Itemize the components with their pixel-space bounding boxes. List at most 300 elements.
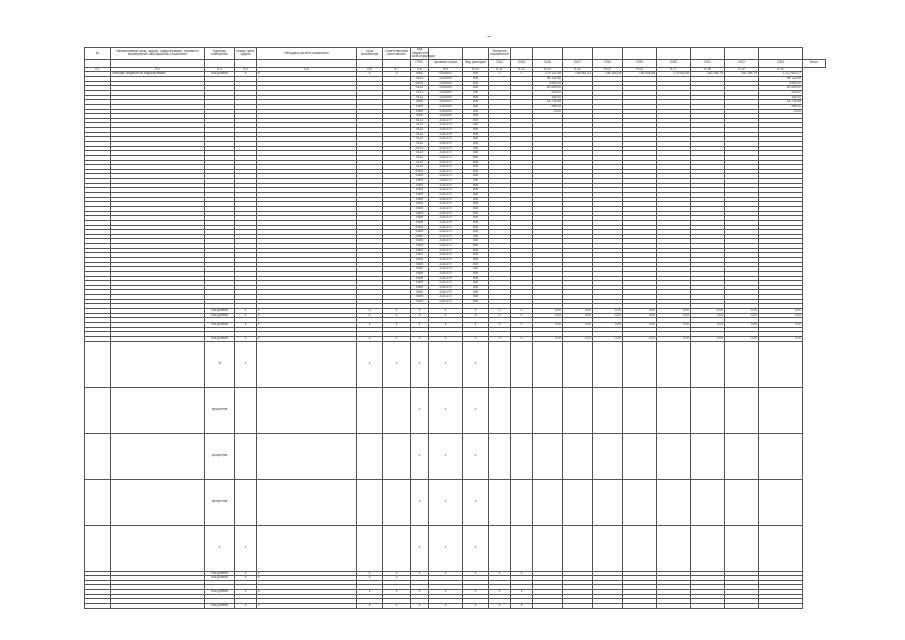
table-cell xyxy=(235,387,257,433)
table-cell: 2110170 xyxy=(429,174,463,179)
header-subcell: 2022 xyxy=(725,59,759,67)
table-cell xyxy=(511,387,533,433)
table-cell: х xyxy=(357,72,383,77)
table-cell: 2110170 xyxy=(429,155,463,160)
table-cell: 55 124,96 xyxy=(759,77,803,82)
table-cell: 000 xyxy=(463,244,489,249)
table-cell: 0309 xyxy=(411,267,429,272)
table-cell xyxy=(593,604,623,609)
table-cell: 2 800,00 xyxy=(533,81,563,86)
table-cell: 000 xyxy=(463,123,489,128)
table-row xyxy=(85,604,826,609)
table-cell: х xyxy=(383,341,411,387)
header-cell xyxy=(657,48,691,60)
table-cell: 0309 xyxy=(411,109,429,114)
table-cell: 0309 xyxy=(411,299,429,304)
table-cell xyxy=(691,604,725,609)
table-cell xyxy=(725,525,759,571)
table-cell: 0113 xyxy=(411,118,429,123)
table-cell: 2110170 xyxy=(429,239,463,244)
table-cell: 0,00 xyxy=(593,322,623,327)
table-cell: х xyxy=(411,479,429,525)
table-row xyxy=(85,433,826,479)
table-row xyxy=(85,387,826,433)
table-cell xyxy=(725,604,759,609)
table-cell: 2110170 xyxy=(429,132,463,137)
header-subcell: Вид расходов xyxy=(463,59,489,67)
table-cell xyxy=(357,479,383,525)
table-cell xyxy=(357,387,383,433)
table-cell xyxy=(657,433,691,479)
header-subcell: Итого xyxy=(803,59,826,67)
table-cell xyxy=(593,479,623,525)
table-cell xyxy=(691,525,725,571)
table-cell: 2110170 xyxy=(429,165,463,170)
table-cell: 000 xyxy=(463,234,489,239)
table-cell: 0113 xyxy=(411,160,429,165)
table-cell xyxy=(759,479,803,525)
table-cell: х xyxy=(463,525,489,571)
table-cell: 0,00 xyxy=(657,336,691,341)
table-cell: х xyxy=(463,479,489,525)
table-cell: х xyxy=(463,604,489,609)
table-cell: 2110170 xyxy=(429,258,463,263)
table-cell: 0309 xyxy=(411,271,429,276)
table-cell: 455,00 xyxy=(533,104,563,109)
table-cell: 000 xyxy=(463,100,489,105)
table-cell xyxy=(657,387,691,433)
table-cell xyxy=(85,604,111,609)
table-cell: х xyxy=(383,309,411,314)
table-cell: 000 xyxy=(463,128,489,133)
table-cell: 2110170 xyxy=(429,285,463,290)
table-cell xyxy=(235,479,257,525)
table-cell xyxy=(257,525,357,571)
table-cell: 15 730,56 xyxy=(759,100,803,105)
table-cell: х xyxy=(463,387,489,433)
table-cell xyxy=(533,341,563,387)
table-cell xyxy=(489,433,511,479)
table-cell: 000 xyxy=(463,104,489,109)
table-cell: 69 545,00 xyxy=(759,86,803,91)
table-cell: 0309 xyxy=(411,202,429,207)
table-cell xyxy=(593,433,623,479)
table-cell: 2110000 xyxy=(429,114,463,119)
table-cell: х xyxy=(429,309,463,314)
table-cell xyxy=(657,525,691,571)
table-cell: 000 xyxy=(463,248,489,253)
table-cell: 000 xyxy=(463,183,489,188)
header-cell: Срок исполнения xyxy=(357,48,383,60)
table-cell xyxy=(383,387,411,433)
table-cell: 0,00 xyxy=(593,336,623,341)
table-cell: тыс.рублей xyxy=(205,336,235,341)
table-cell: 000 xyxy=(463,72,489,77)
table-cell: 175 131,56 xyxy=(533,72,563,77)
table-row xyxy=(85,341,826,387)
table-cell: 0,00 xyxy=(759,322,803,327)
numbering-cell: п.3 xyxy=(205,67,235,72)
table-cell: 000 xyxy=(463,220,489,225)
table-cell: х xyxy=(235,309,257,314)
table-cell: 2110000 xyxy=(429,81,463,86)
table-cell: 0,00 xyxy=(691,322,725,327)
table-cell xyxy=(511,433,533,479)
table-cell: 000 xyxy=(463,174,489,179)
table-cell: 0309 xyxy=(411,290,429,295)
table-cell: х xyxy=(411,309,429,314)
table-cell: 0113 xyxy=(411,132,429,137)
table-cell: тыс.рублей xyxy=(205,309,235,314)
table-cell: х xyxy=(235,313,257,318)
table-cell: х xyxy=(257,309,357,314)
table-cell: 0103 xyxy=(411,77,429,82)
table-cell xyxy=(85,525,111,571)
numbering-cell: п.16 xyxy=(623,67,657,72)
header-subcell: ГРБС xyxy=(411,59,429,67)
table-cell xyxy=(759,604,803,609)
header-cell xyxy=(511,48,533,60)
table-cell: 2110170 xyxy=(429,123,463,128)
table-cell: х xyxy=(429,433,463,479)
table-cell: 000 xyxy=(463,81,489,86)
table-cell: 0 xyxy=(489,309,511,314)
table-cell: 000 xyxy=(463,165,489,170)
table-cell: х xyxy=(357,322,383,327)
table-cell: 175 906,58 xyxy=(657,72,691,77)
table-cell: 55 124,96 xyxy=(533,77,563,82)
table-row xyxy=(85,525,826,571)
table-cell: 0104 xyxy=(411,81,429,86)
table-cell: х xyxy=(411,341,429,387)
numbering-cell: п.13 xyxy=(533,67,563,72)
table-cell: 0309 xyxy=(411,179,429,184)
table-cell: 0,00 xyxy=(563,322,593,327)
table-cell: х xyxy=(357,341,383,387)
table-cell: х xyxy=(235,341,257,387)
table-cell: х xyxy=(511,590,533,595)
table-cell: 0,00 xyxy=(593,313,623,318)
table-cell: 000 xyxy=(463,202,489,207)
table-body xyxy=(85,72,826,608)
table-cell xyxy=(511,341,533,387)
numbering-cell: п.7 xyxy=(383,67,411,72)
table-cell: х xyxy=(383,604,411,609)
table-cell: 0000000 xyxy=(429,72,463,77)
table-cell xyxy=(593,525,623,571)
table-cell: х xyxy=(411,525,429,571)
table-cell: 000 xyxy=(463,276,489,281)
table-cell: 2110170 xyxy=(429,262,463,267)
table-cell: х xyxy=(463,313,489,318)
table-cell: х xyxy=(257,322,357,327)
table-cell xyxy=(691,479,725,525)
table-cell: х xyxy=(489,571,511,576)
table-cell: х xyxy=(235,322,257,327)
numbering-cell: п.12 xyxy=(511,67,533,72)
header-cell: Наименование цели, задачи, подпрограммы, основного мероприятия, мероприятия, показателя xyxy=(111,48,205,60)
table-cell xyxy=(85,433,111,479)
header-subcell: 2019 xyxy=(623,59,657,67)
table-cell: 0309 xyxy=(411,114,429,119)
table-cell xyxy=(533,525,563,571)
table-cell: 0,00 xyxy=(533,336,563,341)
table-cell xyxy=(111,604,205,609)
page-number: ~ xyxy=(487,34,492,41)
table-cell: 0309 xyxy=(411,276,429,281)
table-cell: 000 xyxy=(463,206,489,211)
table-cell: 0,00 xyxy=(533,313,563,318)
table-cell: 000 xyxy=(463,77,489,82)
table-cell xyxy=(623,341,657,387)
table-cell xyxy=(691,387,725,433)
header-subcell: 2023 xyxy=(759,59,803,67)
table-cell xyxy=(759,525,803,571)
table-cell: х xyxy=(429,590,463,595)
table-cell: 0113 xyxy=(411,123,429,128)
table-cell: 0309 xyxy=(411,169,429,174)
table-cell xyxy=(111,341,205,387)
table-cell: Расходы бюджета по подпрограмме xyxy=(111,72,205,77)
header-cell: Номер цели, задачи xyxy=(235,48,257,60)
table-cell: 2110170 xyxy=(429,271,463,276)
table-cell: 0309 xyxy=(411,253,429,258)
table-cell xyxy=(111,433,205,479)
table-cell: х xyxy=(411,604,429,609)
table-cell: 0309 xyxy=(411,230,429,235)
table-cell xyxy=(257,433,357,479)
table-cell: 0,00 xyxy=(533,309,563,314)
numbering-cell: п.18 xyxy=(691,67,725,72)
table-cell: 0,00 xyxy=(725,322,759,327)
table-cell: 0113 xyxy=(411,141,429,146)
header-subcell: 2018 xyxy=(593,59,623,67)
table-cell xyxy=(533,604,563,609)
table-cell: 2110170 xyxy=(429,216,463,221)
table-cell: 0309 xyxy=(411,197,429,202)
table-cell: 0,00 xyxy=(759,309,803,314)
table-cell: х xyxy=(235,571,257,576)
header-cell: № xyxy=(85,48,111,60)
table-cell: 146 354,06 xyxy=(593,72,623,77)
table-cell xyxy=(563,341,593,387)
table-cell: 0 xyxy=(489,72,511,77)
table-cell: х xyxy=(411,571,429,576)
table-cell: 0309 xyxy=(411,285,429,290)
table-cell: х xyxy=(463,433,489,479)
table-cell: 15 730,56 xyxy=(533,100,563,105)
table-cell: 2110170 xyxy=(429,151,463,156)
table-cell: 2110000 xyxy=(429,100,463,105)
table-cell: х xyxy=(235,525,257,571)
header-subcell: Целевая статья xyxy=(429,59,463,67)
table-cell: 0309 xyxy=(411,281,429,286)
table-cell: 2110170 xyxy=(429,169,463,174)
table-cell: 000 xyxy=(463,160,489,165)
table-cell: 0309 xyxy=(411,244,429,249)
table-cell xyxy=(383,433,411,479)
table-cell xyxy=(111,387,205,433)
table-cell: х xyxy=(463,571,489,576)
table-cell: 0309 xyxy=(411,206,429,211)
table-cell: х xyxy=(463,322,489,327)
table-cell: х xyxy=(257,72,357,77)
table-cell: 2110000 xyxy=(429,95,463,100)
table-cell xyxy=(85,387,111,433)
table-cell xyxy=(657,604,691,609)
table-cell: 0 xyxy=(489,322,511,327)
table-cell: 2110000 xyxy=(429,109,463,114)
table-cell: 0,00 xyxy=(623,322,657,327)
table-cell: х xyxy=(511,604,533,609)
table-cell: х xyxy=(429,336,463,341)
table-cell: 000 xyxy=(463,188,489,193)
table-cell xyxy=(383,525,411,571)
table-cell: 2110170 xyxy=(429,146,463,151)
table-cell: х xyxy=(235,576,257,581)
table-cell: 0 xyxy=(489,313,511,318)
table-cell xyxy=(691,341,725,387)
header-cell xyxy=(691,48,725,60)
table-cell: 75,00 xyxy=(759,109,803,114)
table-cell xyxy=(593,387,623,433)
table-cell: 2110170 xyxy=(429,244,463,249)
table-cell: 000 xyxy=(463,239,489,244)
header-cell: Ответственный исполнитель xyxy=(383,48,411,60)
table-cell xyxy=(111,525,205,571)
table-cell: 0113 xyxy=(411,90,429,95)
numbering-cell: п.8 xyxy=(411,67,429,72)
header-subcell: 2015 xyxy=(511,59,533,67)
table-cell: 2110170 xyxy=(429,193,463,198)
table-cell xyxy=(257,341,357,387)
table-cell: тыс.рублей xyxy=(205,576,235,581)
table-cell: 000 xyxy=(463,216,489,221)
table-cell: 0113 xyxy=(411,128,429,133)
table-cell: 155,00 xyxy=(759,95,803,100)
table-cell: х xyxy=(257,313,357,318)
table-cell: 000 xyxy=(463,230,489,235)
table-cell: 0,00 xyxy=(593,309,623,314)
table-cell xyxy=(85,479,111,525)
table-cell: х xyxy=(429,479,463,525)
table-cell xyxy=(563,604,593,609)
table-cell: 0309 xyxy=(411,211,429,216)
table-cell: 0309 xyxy=(411,258,429,263)
numbering-cell: п.20 xyxy=(759,67,803,72)
table-cell: х xyxy=(411,433,429,479)
table-cell xyxy=(489,341,511,387)
table-cell: 0309 xyxy=(411,239,429,244)
table-cell: тыс.рублей xyxy=(205,604,235,609)
table-cell: 183 906,58 xyxy=(623,72,657,77)
table-cell: 0309 xyxy=(411,220,429,225)
table-cell xyxy=(725,341,759,387)
table-cell: 2110170 xyxy=(429,128,463,133)
header-cell: Код бюджетной классификации xyxy=(412,47,436,59)
table-cell: 0,00 xyxy=(725,336,759,341)
table-cell xyxy=(657,341,691,387)
numbering-cell: п.4 xyxy=(235,67,257,72)
table-cell xyxy=(725,479,759,525)
table-cell: 2110000 xyxy=(429,104,463,109)
table-cell: 2110170 xyxy=(429,290,463,295)
table-cell: 0309 xyxy=(411,174,429,179)
table-cell: х xyxy=(257,576,357,581)
table-cell: х xyxy=(235,336,257,341)
table-cell: 0,00 xyxy=(691,336,725,341)
table-cell: х xyxy=(357,590,383,595)
header-subcell: 2021 xyxy=(691,59,725,67)
header-cell xyxy=(563,48,593,60)
table-cell xyxy=(725,433,759,479)
table-cell: 2110170 xyxy=(429,206,463,211)
table-cell: х xyxy=(383,336,411,341)
table-cell: 0309 xyxy=(411,193,429,198)
table-cell: 0,00 xyxy=(657,322,691,327)
budget-table-sheet xyxy=(84,47,826,609)
table-cell: 0309 xyxy=(411,104,429,109)
table-cell: 2 800,00 xyxy=(759,81,803,86)
header-row xyxy=(85,48,826,60)
table-cell: 160 184,79 xyxy=(725,72,759,77)
table-cell: х xyxy=(235,590,257,595)
header-cell xyxy=(463,48,489,60)
table-cell: 0113 xyxy=(411,146,429,151)
table-cell xyxy=(357,525,383,571)
numbering-cell: п.14 xyxy=(563,67,593,72)
table-cell xyxy=(489,525,511,571)
table-cell: х xyxy=(411,336,429,341)
table-cell: 2110170 xyxy=(429,197,463,202)
table-cell: 0,00 xyxy=(533,322,563,327)
table-cell xyxy=(111,479,205,525)
table-cell: х xyxy=(411,387,429,433)
table-cell: 000 xyxy=(463,169,489,174)
table-cell: 2110170 xyxy=(429,230,463,235)
table-cell: 2110000 xyxy=(429,86,463,91)
numbering-cell: п.10 xyxy=(463,67,489,72)
table-cell: тыс.рублей xyxy=(205,72,235,77)
table-cell xyxy=(357,433,383,479)
table-cell xyxy=(511,525,533,571)
header-cell: Методика расчета показателя xyxy=(257,48,357,60)
table-cell xyxy=(623,387,657,433)
table-cell xyxy=(257,479,357,525)
table-cell: 000 xyxy=(463,141,489,146)
table-cell: х xyxy=(429,571,463,576)
table-cell xyxy=(563,387,593,433)
table-cell: тыс.рублей xyxy=(205,571,235,576)
table-cell: 000 xyxy=(463,225,489,230)
table-cell: 0,00 xyxy=(563,313,593,318)
table-cell: 2110170 xyxy=(429,179,463,184)
table-cell xyxy=(593,341,623,387)
table-cell xyxy=(85,341,111,387)
table-cell: 000 xyxy=(463,151,489,156)
table-cell: 000 xyxy=(463,155,489,160)
table-cell: 000 xyxy=(463,290,489,295)
table-cell xyxy=(489,387,511,433)
table-cell: х xyxy=(463,336,489,341)
table-cell: 000 xyxy=(463,271,489,276)
table-cell: х xyxy=(257,336,357,341)
table-cell: 000 xyxy=(463,285,489,290)
table-cell: 0,00 xyxy=(563,309,593,314)
table-cell xyxy=(623,604,657,609)
table-cell xyxy=(511,479,533,525)
table-cell: х xyxy=(383,322,411,327)
